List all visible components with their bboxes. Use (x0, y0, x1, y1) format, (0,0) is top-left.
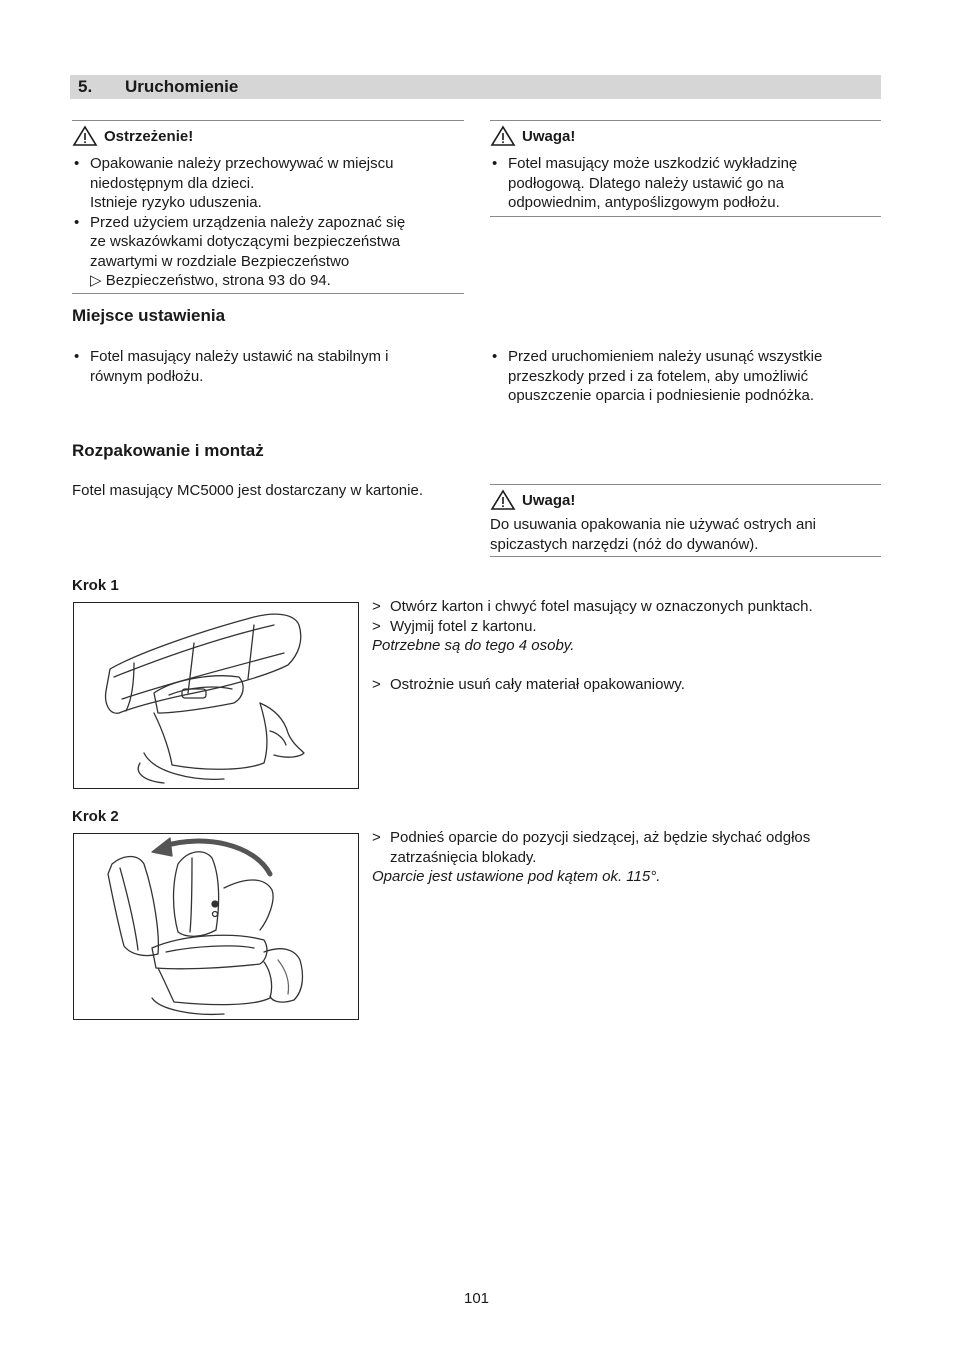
list-line: • Przed uruchomieniem należy usunąć wszystkie (508, 348, 823, 365)
page-number: 101 (464, 1290, 490, 1307)
list-line: ze wskazówkami dotyczącymi bezpieczeństwa (90, 233, 401, 250)
list-line: ▷ Bezpieczeństwo, strona 93 do 94. (90, 272, 331, 289)
section-title: Uruchomienie (125, 77, 239, 96)
caution-line: spiczastych narzędzi (nóż do dywanów). (490, 535, 759, 553)
step2-illustration (73, 833, 359, 1020)
caution-box (490, 120, 881, 217)
instruction-text: Podnieś oparcie do pozycji siedzącej, aż będzie słychać odgłos (390, 829, 811, 846)
list-item (490, 154, 881, 213)
unpacking-caution-heading (490, 487, 881, 513)
list-item (72, 154, 464, 213)
placement-left-list (72, 347, 462, 386)
warning-triangle-icon (72, 125, 98, 147)
placement-heading: Miejsce ustawienia (72, 306, 226, 325)
warning-heading (72, 123, 464, 149)
warning-triangle-icon (490, 125, 516, 147)
warning-title: Ostrzeżenie! (104, 127, 194, 145)
instruction-line: > Otwórz karton i chwyć fotel masujący w oznaczonych punktach. (372, 598, 813, 615)
instruction-line: > Podnieś oparcie do pozycji siedzącej, aż będzie słychać odgłos (372, 829, 811, 846)
list-item (490, 347, 881, 406)
warning-triangle-icon (490, 489, 516, 511)
caution-list (490, 154, 881, 213)
spacer (372, 656, 872, 676)
unpacking-caution-box (490, 484, 881, 557)
list-line: Istnieje ryzyko uduszenia. (90, 194, 262, 211)
warning-list (72, 154, 464, 291)
list-line: • Opakowanie należy przechowywać w miejscu (90, 155, 394, 172)
list-line: przeszkody przed i za fotelem, aby umożliwić (508, 367, 809, 385)
unpacking-caution-text (490, 515, 881, 554)
step2-label: Krok 2 (72, 808, 119, 825)
list-line: podłogową. Dlatego należy ustawić go na (508, 174, 785, 192)
list-line: • Fotel masujący należy ustawić na stabilnym i (90, 348, 389, 365)
section-header (70, 75, 881, 99)
unpacking-heading: Rozpakowanie i montaż (72, 441, 264, 460)
massage-chair-in-box-icon (74, 603, 358, 788)
step2-instructions (372, 828, 872, 887)
instruction-text: zatrzaśnięcia blokady. (390, 848, 537, 866)
section-number: 5. (78, 77, 93, 96)
step1-illustration (73, 602, 359, 789)
list-line: opuszczenie oparcia i podniesienie podnóżka. (508, 387, 815, 404)
caution-title: Uwaga! (522, 127, 576, 145)
unpacking-caution-title: Uwaga! (522, 491, 576, 509)
list-line: niedostępnym dla dzieci. (90, 174, 255, 192)
unpacking-text: Fotel masujący MC5000 jest dostarczany w kartonie. (72, 482, 423, 499)
massage-chair-raising-icon (74, 834, 358, 1019)
caution-line: Do usuwania opakowania nie używać ostrych ani (490, 516, 817, 533)
list-line: • Przed użyciem urządzenia należy zapoznać się (90, 213, 406, 231)
instruction-line: > Wyjmij fotel z kartonu. (372, 617, 537, 635)
instruction-line (372, 848, 872, 868)
instruction-line: > Ostrożnie usuń cały materiał opakowaniowy. (372, 676, 685, 693)
list-item (72, 213, 464, 291)
instruction-note: Oparcie jest ustawione pod kątem ok. 115°. (372, 868, 661, 885)
list-line: równym podłożu. (90, 367, 204, 385)
list-line: odpowiednim, antypoślizgowym podłożu. (508, 194, 780, 211)
step1-label: Krok 1 (72, 577, 119, 594)
list-line: zawartymi w rozdziale Bezpieczeństwo (90, 252, 350, 270)
caution-heading (490, 123, 881, 149)
instruction-note: Potrzebne są do tego 4 osoby. (372, 637, 575, 654)
instruction-text: Otwórz karton i chwyć fotel masujący w oznaczonych punktach. (390, 598, 813, 615)
step1-instructions (372, 597, 872, 695)
list-line: • Fotel masujący może uszkodzić wykładzinę (508, 155, 798, 172)
placement-right-list (490, 347, 881, 406)
curved-arrow-icon (164, 841, 270, 874)
warning-box (72, 120, 464, 294)
instruction-text: Wyjmij fotel z kartonu. (390, 617, 537, 635)
list-item (72, 347, 462, 386)
instruction-text: Ostrożnie usuń cały materiał opakowaniowy. (390, 676, 685, 693)
